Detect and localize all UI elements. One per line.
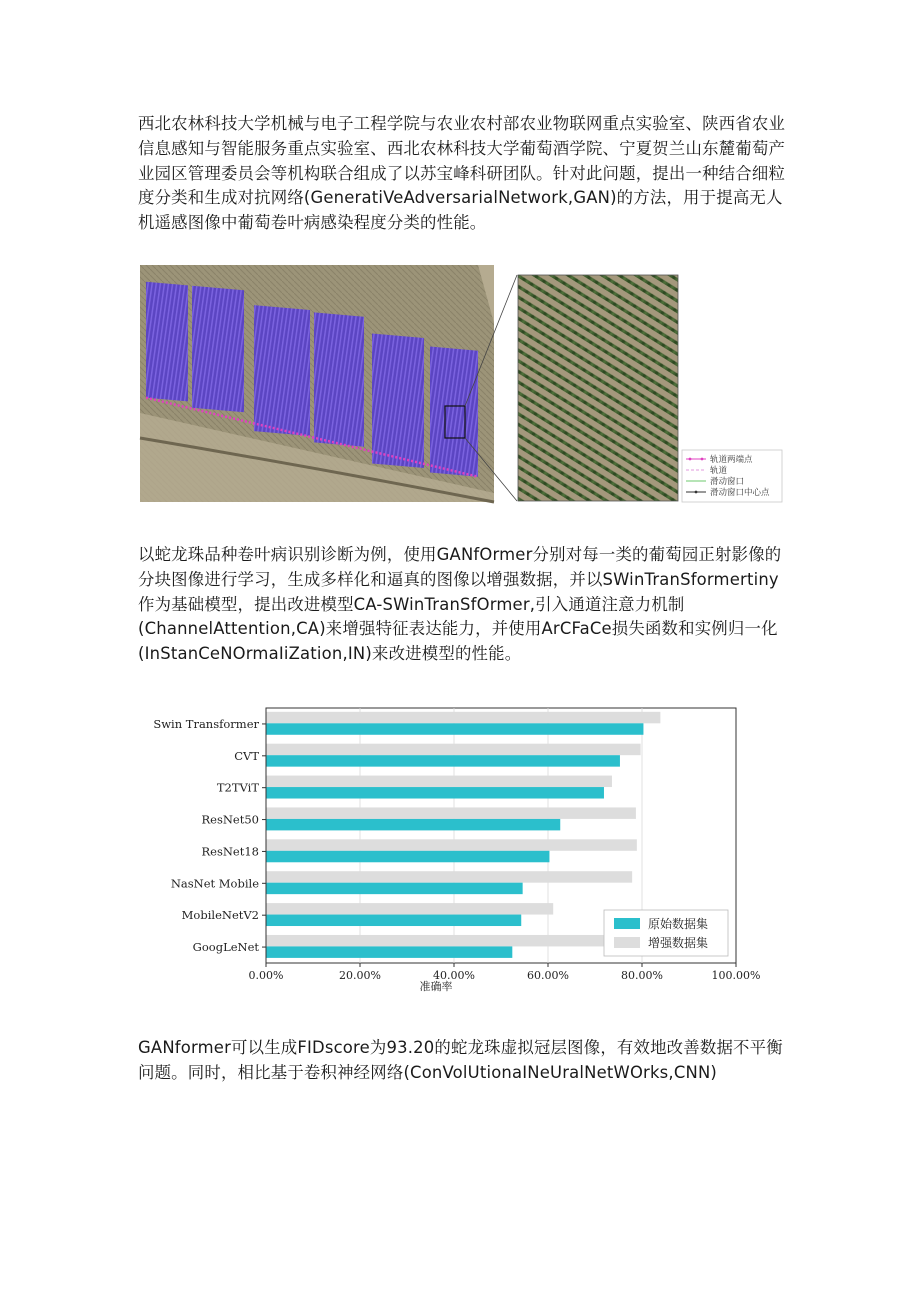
legend-label-original: 原始数据集 — [648, 917, 709, 931]
legend-swatch-original — [614, 918, 640, 929]
legend-track: 轨道 — [710, 466, 728, 476]
bar-original — [267, 915, 522, 926]
legend-window-center: 滑动窗口中心点 — [710, 488, 770, 498]
category-label: Swin Transformer — [153, 716, 259, 731]
category-label: T2TViT — [216, 780, 259, 795]
legend-swatch-augmented — [614, 937, 640, 948]
bar-original — [267, 851, 550, 862]
result-paragraph: GANformer可以生成FIDscore为93.20的蛇龙珠虚拟冠层图像，有效地改善数据不平衡问题。同时，相比基于卷积神经网络(ConVolUtionaINeUralNetWOrks,CNN) — [138, 1038, 783, 1082]
bar-augmented — [267, 839, 637, 850]
method-paragraph: 以蛇龙珠品种卷叶病识别诊断为例，使用GANfOrmer分别对每一类的葡萄园正射影像的分块图像进行学习，生成多样化和逼真的图像以增强数据，并以SWinTranSformertiny作为基础模型，提出改进模型CA-SWinTranSfOrmer,引入通道注意力机制(ChannelAttention,CA)来增强特征表达能力，并使用ArCFaCe损失函数和实例归一化(InStanCeNOrmaIiZation,IN)来改进模型的性能。 — [138, 545, 782, 664]
aerial-orthophoto — [140, 265, 494, 502]
x-tick-label: 0.00% — [248, 969, 284, 982]
bar-original — [267, 755, 620, 766]
bar-augmented — [267, 903, 554, 914]
legend-track-endpoints: 轨道两端点 — [710, 455, 753, 465]
x-tick-label: 20.00% — [339, 969, 381, 982]
bar-augmented — [267, 935, 604, 946]
zoomed-vine-rows — [518, 275, 678, 501]
bar-original — [267, 883, 523, 894]
category-label: ResNet50 — [201, 812, 259, 827]
figure1-legend — [682, 450, 782, 502]
category-label: MobileNetV2 — [181, 908, 259, 923]
category-label: CVT — [234, 748, 259, 763]
legend-label-augmented: 增强数据集 — [648, 936, 709, 950]
bar-augmented — [267, 871, 633, 882]
intro-paragraph: 西北农林科技大学机械与电子工程学院与农业农村部农业物联网重点实验室、陕西省农业信息感知与智能服务重点实验室、西北农林科技大学葡萄酒学院、宁夏贺兰山东麓葡萄产业园区管理委员会等机构联合组成了以苏宝峰科研团队。针对此问题，提出一种结合细粒度分类和生成对抗网络(GeneratiVeAdversarialNetwork,GAN)的方法，用于提高无人机遥感图像中葡萄卷叶病感染程度分类的性能。 — [138, 114, 786, 233]
accuracy-bar-chart — [138, 698, 772, 1006]
category-label: GoogLeNet — [192, 940, 259, 955]
bar-augmented — [267, 744, 641, 755]
bar-augmented — [267, 776, 612, 787]
vineyard-aerial-figure — [138, 263, 784, 504]
x-tick-label: 100.00% — [711, 969, 761, 982]
legend-sliding-window: 滑动窗口 — [710, 477, 745, 487]
bar-original — [267, 946, 513, 957]
x-tick-label: 60.00% — [527, 969, 569, 982]
x-axis-label: 准确率 — [419, 980, 453, 993]
x-tick-label: 80.00% — [621, 969, 663, 982]
x-tick-label: 40.00% — [433, 969, 475, 982]
bar-original — [267, 787, 604, 798]
category-label: ResNet18 — [201, 844, 259, 859]
category-label: NasNet Mobile — [170, 876, 259, 891]
bar-augmented — [267, 807, 636, 818]
bar-original — [267, 819, 561, 830]
chart-legend — [604, 910, 728, 956]
bar-original — [267, 723, 644, 734]
bar-augmented — [267, 712, 661, 723]
